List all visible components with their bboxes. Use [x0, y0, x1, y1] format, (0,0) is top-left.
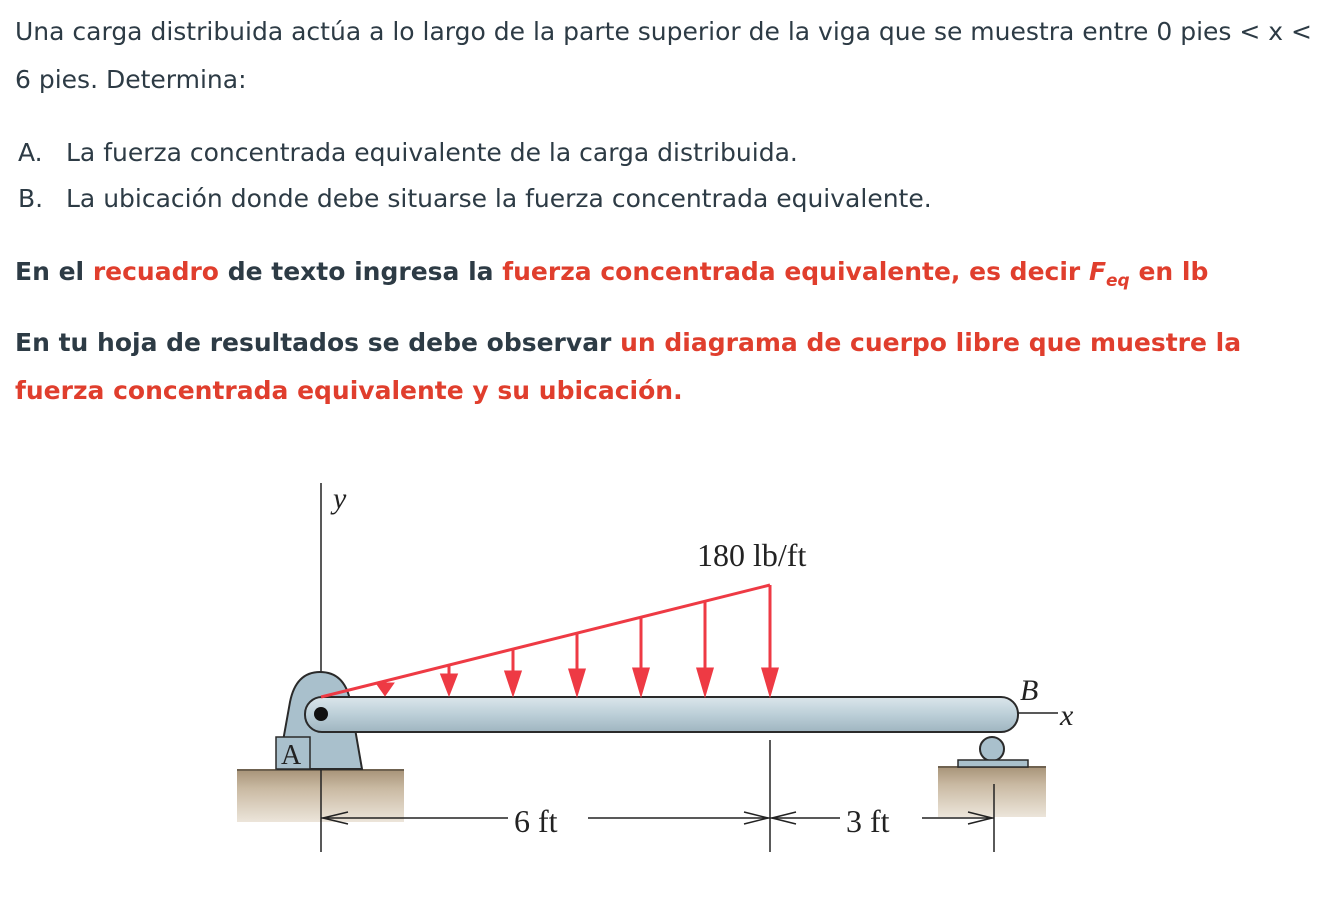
instruction-text: En el [15, 257, 93, 286]
pin-a [314, 707, 328, 721]
instruction-text: En tu hoja de resultados se debe observar [15, 328, 621, 357]
highlight-text: recuadro [92, 257, 219, 286]
point-b-label: B [1020, 674, 1039, 707]
question-letter: A. [18, 138, 43, 167]
point-a-label: A [281, 740, 302, 771]
roller-plate [958, 760, 1028, 767]
y-axis-label: y [333, 482, 347, 515]
force-symbol: $F_{eq}$ [1088, 257, 1130, 291]
dimension-lines [321, 740, 994, 852]
question-text: La ubicación donde debe situarse la fuerza concentrada equivalente. [66, 184, 932, 213]
load-label: 180 lb/ft [697, 537, 807, 573]
highlight-text: fuerza concentrada equivalente, es decir [502, 257, 1089, 286]
problem-intro: Una carga distribuida actúa a lo largo de la parte superior de la viga que se muestra entre 0 pies < x < 6 pies. Determina: [15, 17, 1312, 94]
instruction-text: de texto ingresa la [218, 257, 503, 286]
x-axis-label: x [1060, 699, 1074, 732]
load-arrows [378, 585, 777, 694]
highlight-text: en lb [1129, 257, 1209, 286]
highlight-text: un diagrama de cuerpo libre que muestre la fuerza concentrada equivalente y su ubicación. [15, 328, 1242, 405]
ground-right [938, 767, 1046, 817]
question-letter: B. [18, 184, 44, 213]
beam [305, 697, 1018, 732]
dim-label-3ft: 3 ft [846, 803, 890, 839]
roller-b [980, 737, 1004, 761]
question-text: La fuerza concentrada equivalente de la carga distribuida. [66, 138, 798, 167]
dim-label-6ft: 6 ft [514, 803, 558, 839]
